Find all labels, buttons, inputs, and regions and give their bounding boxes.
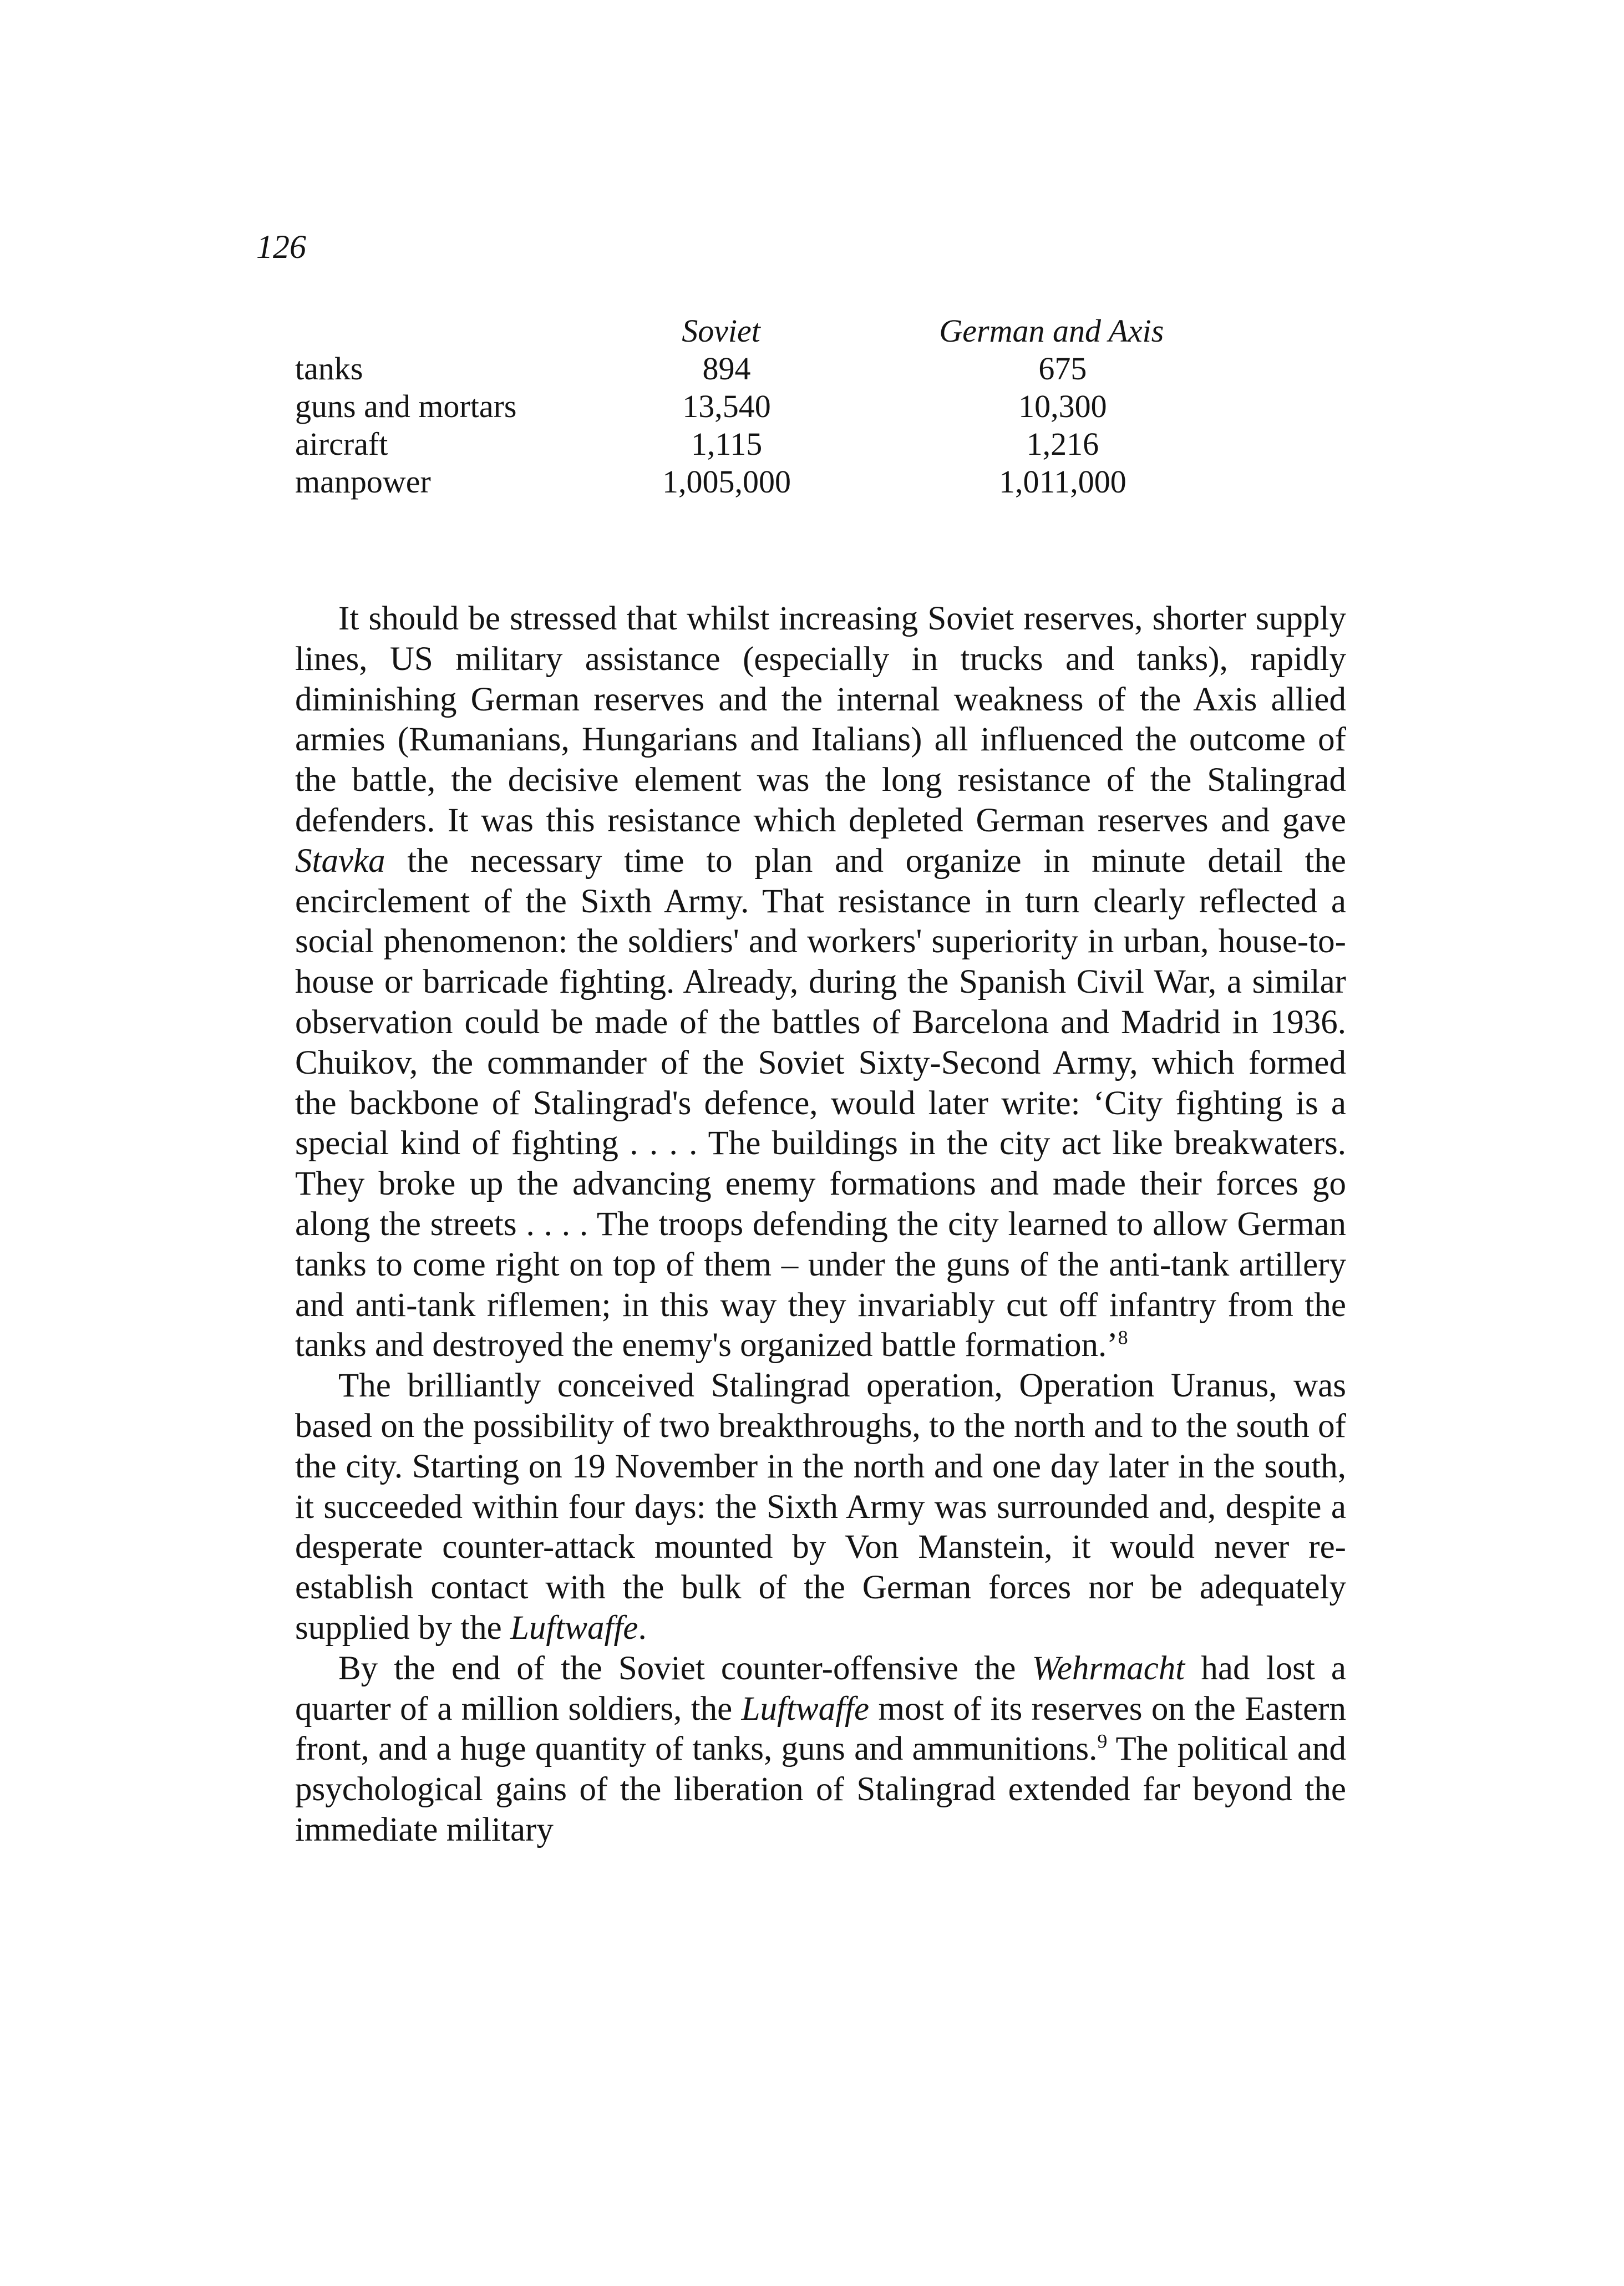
italic-term-luftwaffe: Luftwaffe	[741, 1690, 870, 1728]
soviet-value: 1,115	[691, 426, 763, 462]
soviet-value: 13,540	[682, 388, 771, 424]
row-label: guns and mortars	[295, 388, 517, 424]
axis-value: 10,300	[1018, 388, 1107, 424]
table-header-soviet: Soviet	[682, 313, 760, 349]
axis-value: 1,216	[1026, 426, 1099, 462]
text-run: had lost a quarter of a million soldiers, the	[295, 1649, 1346, 1728]
body-text	[295, 599, 1346, 1851]
row-label: manpower	[295, 464, 431, 500]
table-row	[295, 350, 1249, 388]
table-row	[295, 463, 1249, 501]
soviet-value: 894	[702, 350, 751, 387]
text-run: most of its reserves on the Eastern front, and a huge quantity of tanks, guns and ammunitions.	[295, 1690, 1346, 1768]
row-label: tanks	[295, 350, 363, 387]
axis-value: 1,011,000	[998, 464, 1126, 500]
table-row	[295, 388, 1249, 425]
footnote-ref: 9	[1097, 1730, 1108, 1752]
text-run: It should be stressed that whilst increasing Soviet reserves, shorter supply lines, US military assistance (especially in trucks and tanks), rapidly diminishing German reserves and the internal weakness of the Axis allied armies (Rumanians, Hungarians and Italians) all influenced the outcome of the battle, the decisive element was the long resistance of the Stalingrad defenders. It was this resistance which depleted German reserves and gave	[295, 600, 1346, 839]
table-row	[295, 425, 1249, 463]
page-number: 126	[256, 228, 306, 265]
paragraph	[295, 1366, 1346, 1649]
text-run: .	[638, 1609, 647, 1647]
table-header-axis: German and Axis	[939, 313, 1164, 349]
force-comparison-table	[295, 312, 1249, 501]
table-header-row	[295, 312, 1249, 350]
footnote-ref: 8	[1118, 1327, 1128, 1349]
italic-term-wehrmacht: Wehrmacht	[1032, 1649, 1185, 1687]
table-header-label	[295, 312, 588, 350]
italic-term-luftwaffe: Luftwaffe	[510, 1609, 638, 1647]
text-run: The political and psychological gains of the liberation of Stalingrad extended far beyond the immediate military	[295, 1730, 1346, 1848]
paragraph	[295, 1649, 1346, 1851]
paragraph	[295, 599, 1346, 1366]
text-run: By the end of the Soviet counter-offensive the	[338, 1649, 1032, 1687]
italic-term-stavka: Stavka	[295, 842, 385, 880]
axis-value: 675	[1038, 350, 1087, 387]
text-run: The brilliantly conceived Stalingrad operation, Operation Uranus, was based on the possibility of two breakthroughs, to the north and to the south of the city. Starting on 19 November in the north and one day later in the south, it succeeded within four days: the Sixth Army was surrounded and, despite a desperate counter-attack mounted by Von Manstein, it would never re-establish contact with the bulk of the German forces nor be adequately supplied by the	[295, 1367, 1346, 1647]
text-run: the necessary time to plan and organize in minute detail the encirclement of the Sixth Army. That resistance in turn clearly reflected a social phenomenon: the soldiers' and workers' superiority in urban, house-to-house or barricade fighting. Already, during the Spanish Civil War, a similar observation could be made of the battles of Barcelona and Madrid in 1936. Chuikov, the commander of the Soviet Sixty-Second Army, which formed the backbone of Stalingrad's defence, would later write: ‘City fighting is a special kind of fighting . . . . The buildings in the city act like breakwaters. They broke up the advancing enemy formations and made their forces go along the streets . . . . The troops defending the city learned to allow German tanks to come right on top of them – under the guns of the anti-tank artillery and anti-tank riflemen; in this way they invariably cut off infantry from the tanks and destroyed the enemy's organized battle formation.’	[295, 842, 1346, 1364]
soviet-value: 1,005,000	[662, 464, 791, 500]
row-label: aircraft	[295, 426, 388, 462]
